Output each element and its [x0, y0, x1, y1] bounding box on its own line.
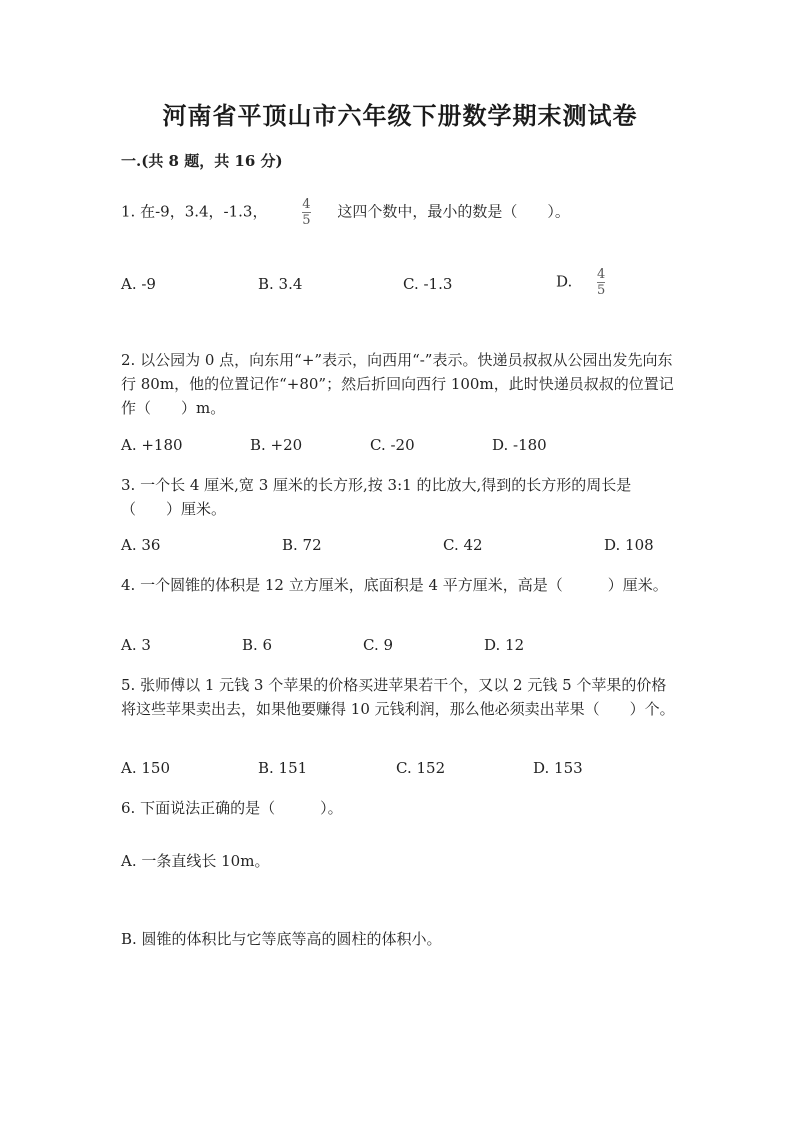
question-4-option-c[interactable]: C. 9 — [363, 636, 394, 654]
question-1-fraction — [302, 198, 310, 227]
question-1-option-d[interactable] — [556, 268, 605, 297]
question-5-option-d[interactable]: D. 153 — [533, 759, 583, 777]
fraction-denominator: 5 — [597, 283, 606, 298]
question-1-text-before: 1. 在-9，3.4，-1.3， — [121, 202, 268, 221]
question-4: 4. 一个圆锥的体积是 12 立方厘米，底面积是 4 平方厘米，高是（ ）厘米。 — [121, 576, 668, 594]
question-2-option-a[interactable]: A. +180 — [121, 436, 183, 454]
question-5-option-b[interactable]: B. 151 — [258, 759, 308, 777]
page-title: 河南省平顶山市六年级下册数学期末测试卷 — [162, 101, 638, 130]
question-5-option-a[interactable]: A. 150 — [121, 759, 170, 777]
question-3-option-a[interactable]: A. 36 — [121, 536, 161, 554]
question-1-option-b[interactable]: B. 3.4 — [258, 275, 303, 293]
question-2: 2. 以公园为 0 点，向东用“+”表示，向西用“-”表示。快递员叔叔从公园出发先向东行 80m，他的位置记作“+80”；然后折回向西行 100m，此时快递员叔叔的位置记作（ ）m。 — [121, 351, 674, 417]
section-heading: 一.(共 8 题，共 16 分) — [121, 152, 283, 170]
question-1-text-after: 这四个数中，最小的数是（ ）。 — [337, 202, 570, 221]
question-3-option-c[interactable]: C. 42 — [443, 536, 483, 554]
option-d-fraction — [597, 268, 605, 297]
question-6: 6. 下面说法正确的是（ ）。 — [121, 799, 343, 817]
question-6-option-b[interactable]: B. 圆锥的体积比与它等底等高的圆柱的体积小。 — [121, 930, 442, 948]
question-3-option-d[interactable]: D. 108 — [604, 536, 654, 554]
question-4-option-d[interactable]: D. 12 — [484, 636, 525, 654]
question-5: 5. 张师傅以 1 元钱 3 个苹果的价格买进苹果若干个，又以 2 元钱 5 个苹果的价格将这些苹果卖出去，如果他要赚得 10 元钱利润，那么他必须卖出苹果（ ）个。 — [121, 676, 675, 718]
question-1 — [121, 198, 721, 227]
fraction-numerator: 4 — [597, 267, 606, 282]
question-6-option-a[interactable]: A. 一条直线长 10m。 — [121, 852, 270, 870]
question-2-option-b[interactable]: B. +20 — [250, 436, 303, 454]
question-5-option-c[interactable]: C. 152 — [396, 759, 446, 777]
question-1-option-a[interactable]: A. -9 — [121, 275, 156, 293]
question-2-option-c[interactable]: C. -20 — [370, 436, 415, 454]
option-d-label: D. — [556, 272, 573, 291]
question-4-option-b[interactable]: B. 6 — [242, 636, 273, 654]
question-2-option-d[interactable]: D. -180 — [492, 436, 547, 454]
question-3-option-b[interactable]: B. 72 — [282, 536, 322, 554]
question-4-option-a[interactable]: A. 3 — [121, 636, 151, 654]
fraction-numerator: 4 — [302, 197, 311, 212]
fraction-denominator: 5 — [302, 213, 311, 228]
question-1-option-c[interactable]: C. -1.3 — [403, 275, 453, 293]
question-3: 3. 一个长 4 厘米,宽 3 厘米的长方形,按 3:1 的比放大,得到的长方形的周长是（ ）厘米。 — [121, 476, 632, 518]
